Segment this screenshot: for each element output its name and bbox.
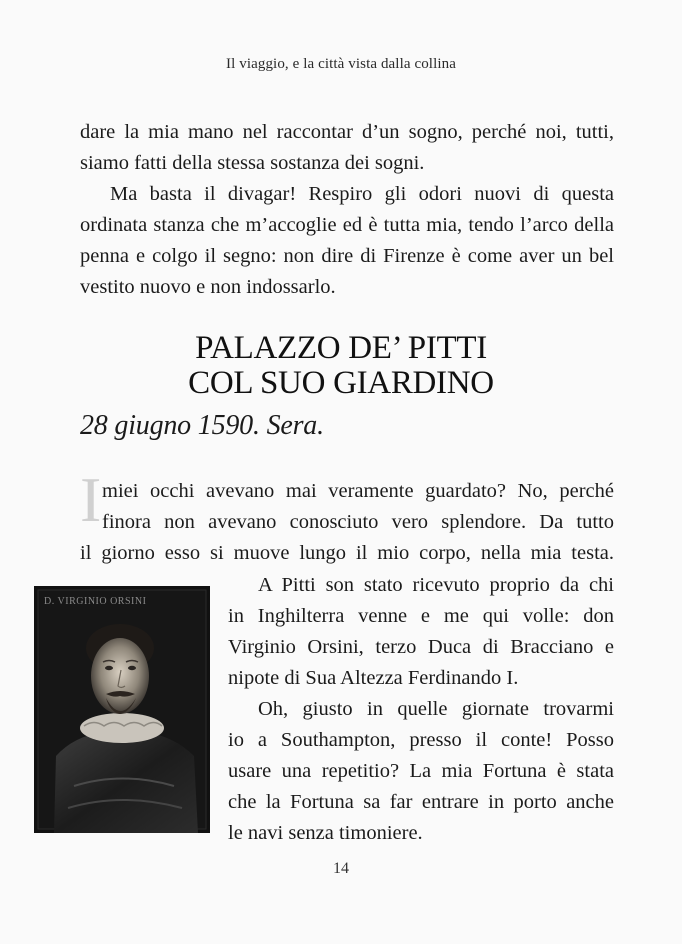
portrait-image	[34, 586, 210, 833]
section-title-line-2: COL SUO GIARDINO	[188, 365, 494, 401]
text-line: miei occhi avevano mai veramente guardato? No, perché	[102, 480, 614, 502]
text-line: A Pitti son stato ricevuto proprio da chi	[258, 574, 614, 596]
entry-date: 28 giugno 1590. Sera.	[80, 410, 324, 441]
text-line: le navi senza timoniere.	[228, 822, 423, 844]
text-line: nipote di Sua Altezza Ferdinando I.	[228, 667, 519, 689]
text-line: il giorno esso si muove lungo il mio corpo, nella mia testa.	[80, 542, 614, 564]
text-line: che la Fortuna sa far entrare in porto anche	[228, 791, 614, 813]
drop-cap: I	[80, 464, 102, 535]
text-line: in Inghilterra venne e me qui volle: don	[228, 605, 614, 627]
portrait-inscription: D. VIRGINIO ORSINI	[44, 596, 147, 607]
paragraph: Ma basta il divagar! Respiro gli odori nuovi di questa ordinata stanza che m’accoglie ed è tutta mia, tendo l’arco della penna e colgo il segno: non dire di Firenze è come aver un bel vestito nuovo e non indossarlo.	[80, 183, 614, 298]
running-header: Il viaggio, e la città vista dalla collina	[226, 56, 456, 72]
text-line: io a Southampton, presso il conte! Posso	[228, 729, 614, 751]
text-line: finora non avevano conosciuto vero splendore. Da tutto	[102, 511, 614, 533]
paragraph: dare la mia mano nel raccontar d’un sogno, perché noi, tutti, siamo fatti della stessa sostanza dei sogni.	[80, 121, 614, 174]
text-line: usare una repetitio? La mia Fortuna è stata	[228, 760, 614, 782]
section-title-line-1: PALAZZO DE’ PITTI	[195, 330, 487, 366]
portrait-painting	[34, 586, 210, 833]
text-line: Virginio Orsini, terzo Duca di Bracciano e	[228, 636, 614, 658]
page-number: 14	[333, 860, 349, 877]
text-line: Oh, giusto in quelle giornate trovarmi	[258, 698, 614, 720]
